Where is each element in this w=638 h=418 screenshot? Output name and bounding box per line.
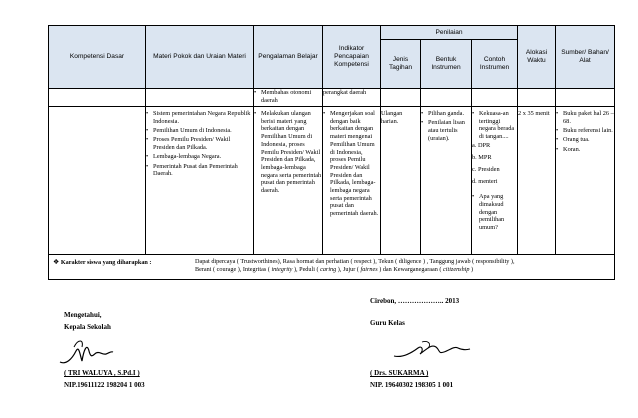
list-item: • Apa yang dimaksud dengan pemilihan umum?	[472, 193, 517, 232]
header-alokasi: Alokasi Waktu	[518, 26, 556, 89]
row1-materi	[146, 89, 254, 107]
list-item: • Kekuasa-an tertinggi negara berada di tangan....	[472, 110, 517, 141]
row2-sumber	[556, 107, 615, 255]
header-bentuk: Bentuk Instrumen	[421, 40, 472, 89]
row1-sumber	[556, 89, 615, 107]
header-sumber: Sumber/ Bahan/ Alat	[556, 26, 615, 89]
header-indikator: Indikator Pencapaian Kompetensi	[323, 26, 381, 89]
karakter-line2: Berani ( courage ), Integritas ( integrity ), Peduli ( caring ), Jujur ( fairnes ) dan Kewarganegaraan ( citizenship )	[195, 266, 474, 273]
row1-jenis	[381, 89, 421, 107]
list-item: • Sistem pemerintahan Negara Republik Indonesia.	[146, 110, 253, 125]
list-item: • Melakukan ulangan berisi materi yang berkaitan dengan Pemilihan Umum di Indonesia, proses Pemilu Presiden/ Wakil Presiden dan Pilkada, lembaga-lembaga negara serta pemerintah pusat dan pemerintah daerah.	[254, 110, 322, 195]
contoh-option: a. DPR	[472, 142, 491, 150]
row2-pengalaman	[254, 107, 323, 255]
list-item: • Orang tua.	[556, 136, 614, 144]
row2-contoh	[472, 107, 518, 255]
row2-alokasi	[518, 107, 556, 255]
guru-kelas-label: Guru Kelas	[370, 319, 405, 327]
rpp-table	[48, 25, 615, 280]
row1-pengalaman	[254, 89, 323, 107]
row1-indikator	[323, 89, 381, 107]
row1-kd	[49, 89, 146, 107]
header-pengalaman: Pengalaman Belajar	[254, 26, 323, 89]
karakter-lead: Karakter siswa yang diharapkan :	[60, 259, 152, 266]
contoh-option: d. menteri	[472, 177, 498, 185]
list-item: • Membahas otonomi daerah	[254, 89, 322, 104]
guru-kelas-name: ( Drs. SUKARMA )	[370, 369, 429, 377]
jenis-text: Ulangan harian.	[381, 110, 403, 125]
right-signature-block	[370, 297, 459, 328]
right-signature-name	[370, 369, 453, 390]
list-item: • Pilihan ganda.	[421, 110, 471, 118]
list-item: • Lembaga-lembaga Negara.	[146, 153, 253, 161]
signature-scribble-left	[58, 337, 114, 367]
mengetahui-label: Mengetahui,	[64, 311, 102, 319]
list-item: • Buku paket hal 26 – 68.	[556, 110, 614, 125]
indikator-text: perangkat daerah	[323, 89, 367, 96]
guru-kelas-nip: NIP. 19640302 198305 1 001	[370, 381, 454, 389]
kepala-sekolah-nip: NIP.19611122 198204 1 003	[64, 381, 145, 389]
signature-scribble-right	[392, 338, 472, 362]
list-item: • Buku referensi lain.	[556, 127, 614, 135]
alokasi-text: 2 x 35 menit	[518, 110, 550, 117]
row2-materi	[146, 107, 254, 255]
left-signature-name	[64, 369, 145, 390]
header-jenis: Jenis Tagihan	[381, 40, 421, 89]
header-kompetensi-dasar: Kompetensi Dasar	[49, 26, 146, 89]
list-item: • Penilaian lisan atau tertulis (uraian).	[421, 119, 471, 142]
karakter-row	[49, 255, 615, 280]
row1-contoh	[472, 89, 518, 107]
place-date: Cirebon, ……………….. 2013	[370, 297, 460, 305]
row2-indikator	[323, 107, 381, 255]
list-item: • Pemerintah Pusat dan Pemerintah Daerah.	[146, 163, 253, 178]
header-contoh: Contoh Instrumen	[472, 40, 518, 89]
contoh-option: c. Presiden	[472, 165, 500, 173]
row2-kd	[49, 107, 146, 255]
left-signature-block	[64, 311, 111, 332]
header-materi: Materi Pokok dan Uraian Materi	[146, 26, 254, 89]
list-item: • Mengerjakan soal dengan baik berkaitan dengan materi mengenai Pemilihan Umum di Indonesia, proses Pemilu Presiden/ Wakil Presiden dan Pilkada, lembaga-lembaga negara serta pemerintah pusat dan pemerintah daerah.	[323, 110, 380, 218]
row1-bentuk	[421, 89, 472, 107]
list-item: • Proses Pemilu Presiden/ Wakil Presiden dan Pilkada.	[146, 136, 253, 151]
diamond-arrow-bullet-icon: ❖	[53, 258, 60, 266]
list-item: • Koran.	[556, 146, 614, 154]
row2-bentuk	[421, 107, 472, 255]
kepala-sekolah-name: ( TRI WALUYA , S.Pd.I )	[64, 369, 140, 377]
header-penilaian: Penilaian	[381, 26, 518, 40]
row2-jenis	[381, 107, 421, 255]
contoh-option: b. MPR	[472, 154, 492, 162]
karakter-line1: Dapat dipercaya ( Trustworthines), Rasa hormat dan perhatian ( respect ), Tekun ( diligence ) , Tanggung jawab ( responsibility ),	[195, 258, 515, 265]
row1-alokasi	[518, 89, 556, 107]
kepala-sekolah-label: Kepala Sekolah	[64, 323, 111, 331]
list-item: • Pemilihan Umum di Indonesia.	[146, 127, 253, 135]
